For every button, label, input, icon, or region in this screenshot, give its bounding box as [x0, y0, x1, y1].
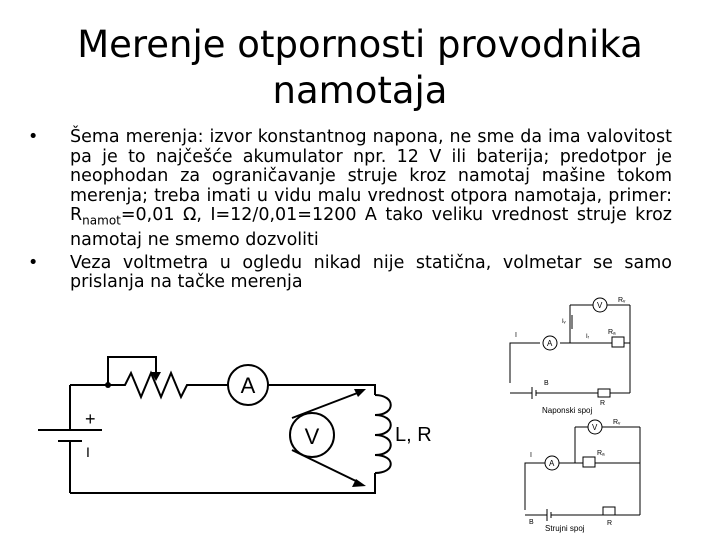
- schematic-caption: Naponski spoj: [542, 406, 593, 415]
- winding-label: L, R: [395, 424, 432, 446]
- bullet-item: [28, 128, 672, 251]
- schematic-a-label: A: [547, 339, 553, 348]
- schematic-voltage-connection: [500, 293, 650, 416]
- schematic-r-label: R: [607, 520, 613, 527]
- bullet-text-continued: =0,01 Ω, I=12/0,01=1200 A tako veliku vrednost struje kroz namotaj ne smemo dozvoliti: [70, 205, 672, 250]
- bullet-text: Šema merenja: izvor konstantnog napona, ne sme da ima valovitost pa je to najčešće akumulator npr. 12 V ili baterija; predotpor je neophodan za ograničavanje struje kroz namotaj mašine tokom merenja; treba imati u vidu malu vrednost otpora namotaja, primer: R: [70, 127, 672, 225]
- schematic-ra-label: Rₐ: [597, 450, 605, 457]
- schematic-v-label: V: [597, 301, 603, 310]
- battery-plus: +: [85, 409, 96, 429]
- schematic-ir-label: Iᵣ: [586, 334, 590, 340]
- schematic-v-label: V: [592, 423, 598, 432]
- bullet-text: Veza voltmetra u ogledu nikad nije statična, volmetar se samo prislanja na tačke merenja: [70, 252, 672, 292]
- bullet-marker: •: [28, 252, 39, 273]
- voltmeter-label: V: [304, 424, 320, 449]
- schematic-iv-label: Iᵥ: [562, 319, 566, 325]
- title-line-2: namotaja: [272, 69, 448, 112]
- winding-coil: [375, 395, 391, 473]
- title-line-1: Merenje otpornosti provodnika: [77, 23, 643, 66]
- schematic-i-label: I: [515, 332, 517, 339]
- schematic-a-label: A: [549, 459, 555, 468]
- schematic-i-label: I: [530, 452, 532, 459]
- battery-minus: I: [86, 444, 90, 460]
- schematic-b-label: B: [529, 519, 534, 526]
- bullet-list: [28, 128, 672, 296]
- schematic-caption: Strujni spoj: [545, 524, 585, 533]
- schematic-b-label: B: [544, 380, 549, 387]
- schematic-rv-label: Rᵥ: [618, 297, 626, 304]
- schematic-r-label: R: [600, 400, 606, 407]
- slide-title: [60, 22, 660, 114]
- bullet-subscript: namot: [82, 213, 121, 228]
- bullet-marker: •: [28, 127, 39, 147]
- circuit-diagram: [30, 345, 470, 505]
- schematic-rv-label: Rᵥ: [613, 419, 621, 426]
- bullet-item: [28, 254, 672, 293]
- schematic-ra-label: Rₐ: [608, 329, 616, 336]
- schematic-current-connection: [515, 415, 655, 535]
- ammeter-label: A: [240, 373, 256, 398]
